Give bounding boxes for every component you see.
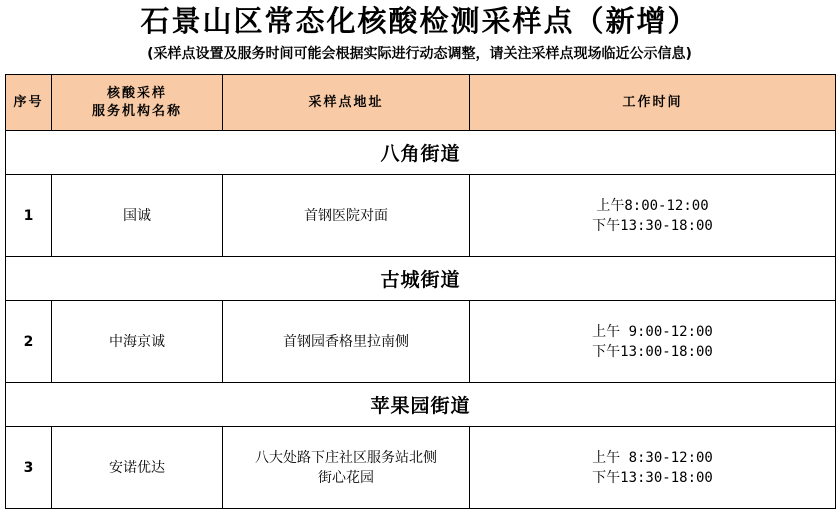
row-org: 安诺优达 <box>52 427 223 509</box>
header-index: 序号 <box>6 75 52 131</box>
street-name: 古城街道 <box>6 257 836 301</box>
table-row <box>6 427 836 509</box>
header-org-line2: 服务机构名称 <box>91 103 182 119</box>
row-index: 3 <box>6 427 52 509</box>
hours-am: 上午 8:30-12:00 <box>592 449 713 466</box>
sampling-sites-table <box>5 74 836 509</box>
street-row <box>6 257 836 301</box>
hours-pm: 下午13:30-18:00 <box>592 217 713 234</box>
table-header-row <box>6 75 836 131</box>
street-name: 苹果园街道 <box>6 383 836 427</box>
hours-pm: 下午13:30-18:00 <box>592 469 713 486</box>
row-address: 首钢医院对面 <box>223 175 470 257</box>
hours-am: 上午8:00-12:00 <box>596 197 709 214</box>
street-row <box>6 131 836 175</box>
table-row <box>6 301 836 383</box>
header-org-line1: 核酸采样 <box>106 85 167 101</box>
address-line2: 街心花园 <box>318 469 374 486</box>
row-address <box>223 427 470 509</box>
row-index: 2 <box>6 301 52 383</box>
table-row <box>6 175 836 257</box>
row-address: 首钢园香格里拉南侧 <box>223 301 470 383</box>
row-org: 中海京诚 <box>52 301 223 383</box>
header-address: 采样点地址 <box>223 75 470 131</box>
header-org <box>52 75 223 131</box>
row-hours <box>470 427 836 509</box>
header-hours: 工作时间 <box>470 75 836 131</box>
row-hours <box>470 175 836 257</box>
street-name: 八角街道 <box>6 131 836 175</box>
row-hours <box>470 301 836 383</box>
row-org: 国诚 <box>52 175 223 257</box>
row-index: 1 <box>6 175 52 257</box>
page-title: 石景山区常态化核酸检测采样点（新增） <box>140 4 699 38</box>
hours-pm: 下午13:00-18:00 <box>592 343 713 360</box>
hours-am: 上午 9:00-12:00 <box>592 323 713 340</box>
address-line1: 八大处路下庄社区服务站北侧 <box>255 449 437 466</box>
street-row <box>6 383 836 427</box>
page-subtitle: (采样点设置及服务时间可能会根据实际进行动态调整，请关注采样点现场临近公示信息) <box>147 46 692 62</box>
